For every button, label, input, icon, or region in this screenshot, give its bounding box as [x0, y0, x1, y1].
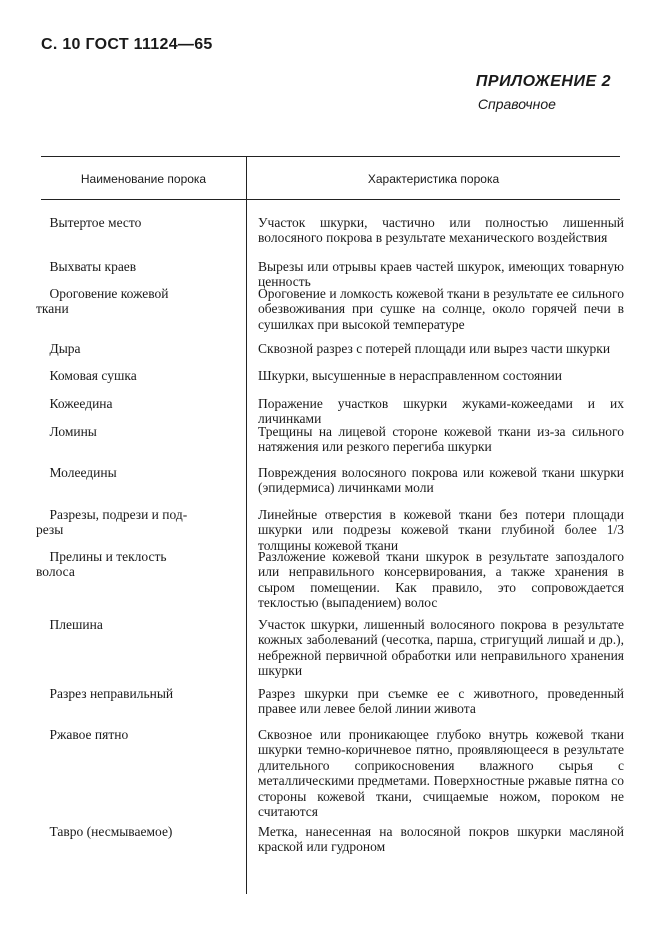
defect-description: Линейные отверстия в кожевой ткани без потери площади шкурки или подрезы кожевой ткани глубиной более 1/3 толщины кожевой ткани	[258, 507, 624, 553]
defect-name: Тавро (несмываемое)	[36, 824, 173, 839]
defect-name: Ржавое пятно	[36, 727, 129, 742]
defect-name: Прелины и теклость волоса	[36, 549, 167, 580]
defect-name: Разрез неправильный	[36, 686, 174, 701]
page-header: С. 10 ГОСТ 11124—65	[41, 36, 213, 53]
defect-name: Вытертое место	[36, 215, 142, 230]
column-header-defect-name: Наименование порока	[80, 172, 207, 186]
defect-description: Участок шкурки, лишенный волосяного покрова в результате кожных заболеваний (чесотка, парша, стригущий лишай и др.), небрежной первичной обработки или неправильного хранения шкурки	[258, 617, 624, 679]
defect-description: Разрез шкурки при съемке ее с животного, проведенный правее или левее белой линии живота	[258, 686, 624, 717]
defect-name: Ломины	[36, 424, 97, 439]
defect-name: Кожеедина	[36, 396, 113, 411]
defect-description: Повреждения волосяного покрова или кожевой ткани шкурки (эпидермиса) личинками моли	[258, 465, 624, 496]
defect-description: Ороговение и ломкость кожевой ткани в результате ее сильного обезвоживания при сушке на солнце, около горячей печи в сушилках при высокой температуре	[258, 286, 624, 332]
column-header-defect-description: Характеристика порока	[367, 172, 500, 186]
defect-description: Сквозной разрез с потерей площади или вырез части шкурки	[258, 341, 611, 356]
table-column-divider	[246, 157, 247, 894]
table-top-rule	[41, 156, 620, 157]
defect-description: Метка, нанесенная на волосяной покров шкурки масляной краской или гудроном	[258, 824, 624, 855]
table-header-rule	[41, 199, 620, 200]
defect-description: Сквозное или проникающее глубоко внутрь кожевой ткани шкурки темно-коричневое пятно, проявляющееся в результате длительного соприкосновения влажного сырья с металлическими предметами. Поверхностные ржавые пятна со стороны кожевой ткани, счищаемые ножом, пороком не считаются	[258, 727, 624, 820]
defect-name: Разрезы, подрези и под- резы	[36, 507, 188, 538]
defect-description: Участок шкурки, частично или полностью лишенный волосяного покрова в результате механического воздействия	[258, 215, 624, 246]
appendix-subtitle: Справочное	[477, 96, 556, 112]
defect-name: Комовая сушка	[36, 368, 137, 383]
defect-name: Плешина	[36, 617, 103, 632]
defect-description: Поражение участков шкурки жуками-кожеедами и их личинками	[258, 396, 624, 427]
defect-name: Дыра	[36, 341, 81, 356]
appendix-title: ПРИЛОЖЕНИЕ 2	[475, 73, 611, 90]
defect-description: Трещины на лицевой стороне кожевой ткани из-за сильного натяжения или резкого перегиба шкурки	[258, 424, 624, 455]
defect-description: Шкурки, высушенные в нерасправленном состоянии	[258, 368, 562, 383]
defect-name: Молеедины	[36, 465, 117, 480]
defect-name: Ороговение кожевой ткани	[36, 286, 169, 317]
defect-description: Разложение кожевой ткани шкурок в результате запоздалого или неправильного консервирования, а также хранения в сыром помещении. Как правило, это сопровождается теклостью (выпадением) волос	[258, 549, 624, 611]
appendix-block	[476, 73, 611, 112]
defect-name: Выхваты краев	[36, 259, 137, 274]
defect-description: Вырезы или отрывы краев частей шкурок, имеющих товарную ценность	[258, 259, 624, 290]
